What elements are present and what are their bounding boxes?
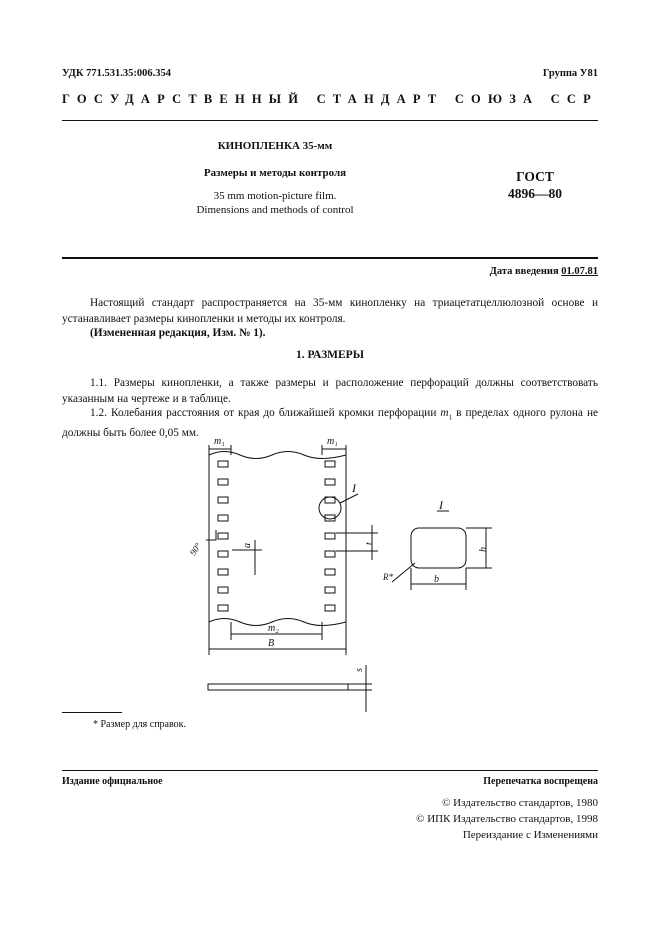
- perforations-left: [218, 461, 228, 611]
- copyright-1980: © Издательство стандартов, 1980: [442, 797, 598, 809]
- official-edition: Издание официальное: [62, 776, 163, 787]
- gost-label: ГОСТ: [516, 169, 554, 184]
- state-word-3: СОЮЗА: [454, 92, 540, 106]
- section-heading: 1. РАЗМЕРЫ: [296, 349, 364, 361]
- state-word-4: ССР: [550, 92, 598, 106]
- label-detail-title: I: [439, 498, 443, 512]
- detail-circle: [319, 497, 341, 519]
- gost-number: 4896—80: [508, 186, 562, 201]
- label-t: t: [364, 542, 375, 545]
- state-word-1: ГОСУДАРСТВЕННЫЙ: [62, 92, 306, 106]
- label-a: a: [242, 543, 253, 548]
- p12-text-a: 1.2. Колебания расстояния от края до ближайшей кромки перфорации: [90, 407, 437, 419]
- footnote-rule: [62, 712, 122, 713]
- p12-text-b: в пределах одного рулона не должны быть более 0,05 мм.: [62, 407, 598, 439]
- intro-date-label: Дата введения: [489, 266, 559, 277]
- title-sub: Размеры и методы контроля: [203, 167, 347, 179]
- label-m1-right: m₁: [327, 436, 338, 447]
- perforation-detail: [411, 528, 466, 568]
- intro-date-value: 01.07.81: [561, 266, 598, 277]
- perforations-right: [325, 461, 335, 611]
- title-en-1: 35 mm motion-picture film.: [213, 190, 337, 202]
- amendment-note: (Измененная редакция, Изм. № 1).: [90, 327, 266, 339]
- label-h: h: [478, 547, 489, 552]
- p12-sub: 1: [448, 413, 453, 422]
- label-B: B: [268, 638, 275, 649]
- reissue-note: Переиздание с Изменениями: [462, 829, 598, 841]
- film-top-break: [209, 452, 346, 459]
- reprint-prohibited: Перепечатка воспрещена: [483, 776, 598, 787]
- film-cross-section: [208, 684, 348, 690]
- label-angle: 90°: [187, 541, 204, 558]
- label-r: R*: [383, 572, 393, 582]
- footer-rule: [62, 770, 598, 771]
- paragraph-scope: Настоящий стандарт распространяется на 35-мм кинопленку на триацетатцеллюлозной основе и устанавливает размеры кинопленки и методы их контроля.: [62, 297, 598, 325]
- state-word-2: СТАНДАРТ: [316, 92, 444, 106]
- udk-code: УДК 771.531.35:006.354: [62, 68, 171, 79]
- title-en-2: Dimensions and methods of control: [196, 204, 354, 216]
- title-main: КИНОПЛЕНКА 35-мм: [217, 140, 333, 152]
- copyright-1998: © ИПК Издательство стандартов, 1998: [416, 813, 598, 825]
- label-s: s: [354, 668, 365, 672]
- label-detail-ref: I: [352, 481, 356, 495]
- label-b: b: [434, 574, 439, 585]
- footnote: * Размер для справок.: [93, 719, 186, 730]
- paragraph-1-1: 1.1. Размеры кинопленки, а также размеры и расположение перфораций должны соответствовать указанным на чертеже и в таблице.: [62, 377, 598, 405]
- label-m2: m₂: [268, 623, 279, 634]
- label-m1-left: m₁: [214, 436, 225, 447]
- p12-var: m: [440, 407, 449, 419]
- group-code: Группа У81: [542, 68, 598, 79]
